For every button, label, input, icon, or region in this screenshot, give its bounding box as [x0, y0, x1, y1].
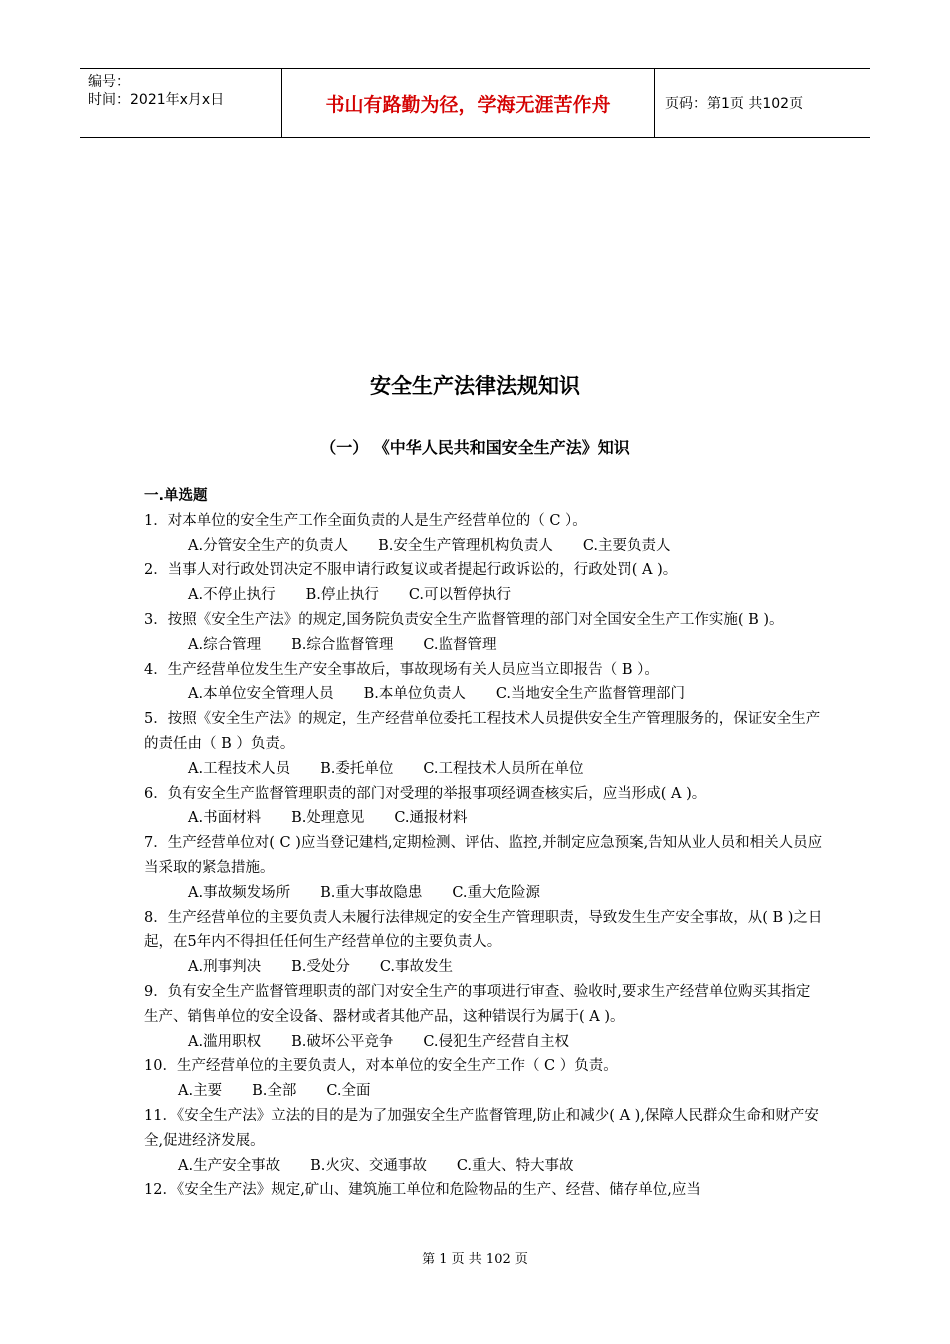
option-item: A.滥用职权 [188, 1033, 262, 1050]
option-item: A.刑事判决 [188, 959, 262, 976]
question-options [144, 881, 824, 906]
question-text: 11．《安全生产法》立法的目的是为了加强安全生产监督管理,防止和减少( A ),保障人民群众生命和财产安全,促进经济发展。 [144, 1107, 819, 1149]
option-item: B.安全生产管理机构负责人 [378, 537, 553, 554]
question-options [144, 1154, 824, 1179]
option-item: C.重大危险源 [452, 884, 541, 901]
option-item: B.停止执行 [305, 587, 379, 604]
question-options [144, 633, 824, 658]
option-item: A.生产安全事故 [178, 1157, 281, 1174]
question-options [144, 682, 824, 707]
question-options [144, 1030, 824, 1055]
option-item: A.主要 [178, 1083, 223, 1100]
option-item: C.工程技术人员所在单位 [423, 760, 584, 777]
option-item: C.监督管理 [423, 636, 497, 653]
question-text: 12．《安全生产法》规定,矿山、建筑施工单位和危险物品的生产、经营、储存单位,应当 [144, 1182, 701, 1199]
question-text: 10．生产经营单位的主要负责人，对本单位的安全生产工作（ C ）负责。 [144, 1058, 618, 1075]
section-heading: 一.单选题 [144, 488, 208, 504]
option-item: C.侵犯生产经营自主权 [423, 1033, 570, 1050]
option-item: B.火灾、交通事故 [310, 1157, 427, 1174]
question-text: 5．按照《安全生产法》的规定，生产经营单位委托工程技术人员提供安全生产管理服务的，保证安全生产的责任由（ B ）负责。 [144, 711, 821, 752]
option-item: B.委托单位 [320, 760, 394, 777]
option-item: C.主要负责人 [582, 537, 671, 554]
question-text: 1．对本单位的安全生产工作全面负责的人是生产经营单位的（ C ）。 [144, 512, 587, 529]
header-page-info: 页码：第1页 共102页 [665, 96, 804, 112]
option-item: B.重大事故隐患 [320, 884, 423, 901]
option-item: C.全面 [326, 1083, 371, 1100]
option-item: A.本单位安全管理人员 [188, 686, 334, 703]
option-item: C.通报材料 [394, 810, 468, 827]
option-item: B.处理意见 [291, 810, 365, 827]
question-text: 7．生产经营单位对( C )应当登记建档,定期检测、评估、监控,并制定应急预案,告知从业人员和相关人员应当采取的紧急措施。 [144, 835, 823, 876]
question-options [144, 806, 824, 831]
option-item: C.可以暂停执行 [408, 587, 512, 604]
document-header [80, 68, 870, 138]
question-body [144, 484, 824, 1203]
option-item: B.综合监督管理 [291, 636, 394, 653]
option-item: A.综合管理 [188, 636, 262, 653]
option-item: A.分管安全生产的负责人 [188, 537, 349, 554]
question-text: 2．当事人对行政处罚决定不服申请行政复议或者提起行政诉讼的，行政处罚( A )。 [144, 562, 678, 579]
question-text: 6．负有安全生产监督管理职责的部门对受理的举报事项经调查核实后，应当形成( A )。 [144, 785, 707, 802]
header-motto: 书山有路勤为径，学海无涯苦作舟 [282, 69, 655, 137]
question-text: 3．按照《安全生产法》的规定,国务院负责安全生产监督管理的部门对全国安全生产工作实施( B )。 [144, 611, 784, 628]
option-item: A.事故频发场所 [188, 884, 291, 901]
option-item: A.工程技术人员 [188, 760, 291, 777]
option-item: C.当地安全生产监督管理部门 [495, 686, 686, 703]
time-label: 时间：2021年x月x日 [88, 92, 225, 108]
option-item: C.事故发生 [379, 959, 454, 976]
question-options [144, 534, 824, 559]
question-options [144, 583, 824, 608]
option-item: C.重大、特大事故 [456, 1157, 574, 1174]
option-item: A.书面材料 [188, 810, 262, 827]
question-text: 9．负有安全生产监督管理职责的部门对安全生产的事项进行审查、验收时,要求生产经营单位购买其指定生产、销售单位的安全设备、器材或者其他产品，这种错误行为属于( A )。 [144, 983, 811, 1025]
option-item: B.受处分 [291, 959, 350, 976]
header-meta [80, 69, 282, 137]
page-subtitle: （一） 《中华人民共和国安全生产法》知识 [320, 438, 630, 457]
page-title: 安全生产法律法规知识 [370, 374, 580, 398]
option-item: B.本单位负责人 [363, 686, 466, 703]
question-options [144, 1079, 824, 1104]
question-options [144, 955, 824, 980]
option-item: B.破坏公平竞争 [291, 1033, 394, 1050]
page-footer: 第 1 页 共 102 页 [422, 1252, 528, 1267]
question-options [144, 757, 824, 782]
question-text: 8．生产经营单位的主要负责人未履行法律规定的安全生产管理职责，导致发生生产安全事故，从( B )之日起，在5年内不得担任任何生产经营单位的主要负责人。 [144, 909, 823, 951]
question-text: 4．生产经营单位发生生产安全事故后，事故现场有关人员应当立即报告（ B ）。 [144, 661, 659, 678]
option-item: A.不停止执行 [188, 587, 276, 604]
option-item: B.全部 [252, 1083, 297, 1100]
number-label: 编号： [88, 74, 130, 90]
question-list [144, 509, 824, 1203]
